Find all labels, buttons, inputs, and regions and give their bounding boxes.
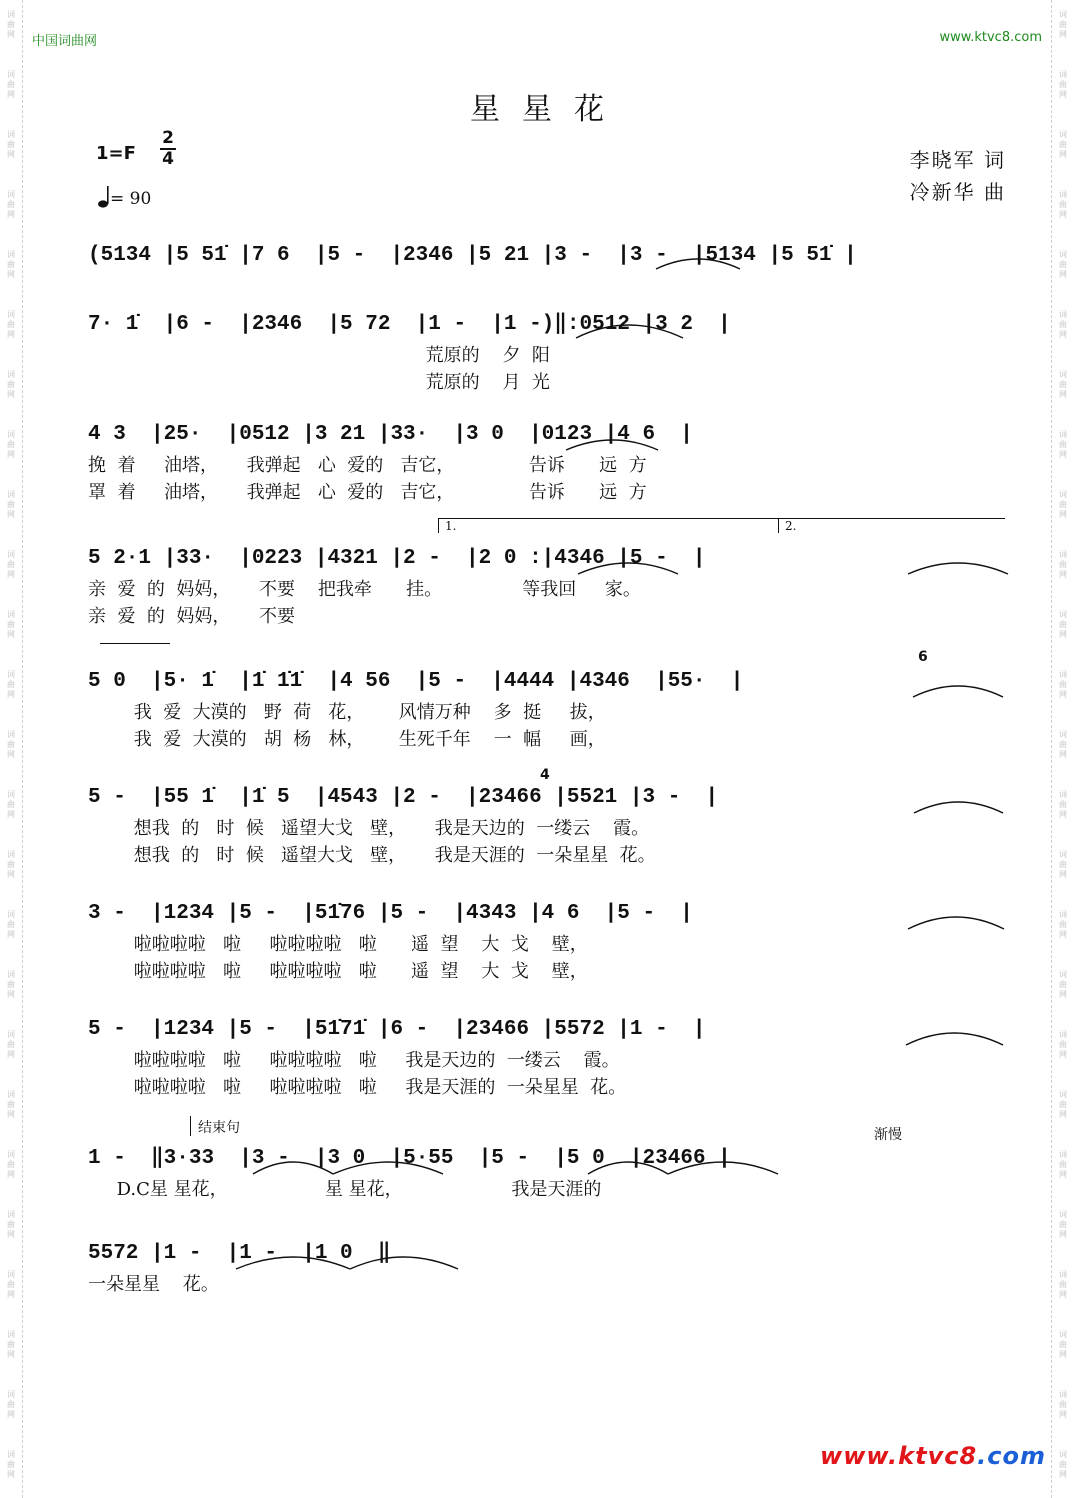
lyrics-verse-1: 荒原的 夕 阳 — [88, 345, 550, 366]
margin-watermark-text: 词 曲 网 — [7, 1030, 15, 1059]
margin-watermark-text: 词 曲 网 — [7, 190, 15, 219]
margin-watermark-text: 词 曲 网 — [1059, 430, 1067, 459]
lyrics-verse-2: 荒原的 月 光 — [88, 372, 550, 393]
notation-row: 4 3 |25· |0512 |3 21 |33· |3 0 |0123 |4 6 | — [88, 423, 693, 446]
margin-watermark-text: 词 曲 网 — [1059, 910, 1067, 939]
lyrics-verse-1: 想我 的 时 候 遥望大戈 壁， 我是天边的 一缕云 霞。 — [88, 818, 650, 839]
lyrics-verse-1: 我 爱 大漠的 野 荷 花， 风情万种 多 挺 拔， — [88, 702, 606, 723]
margin-watermark-text: 词 曲 网 — [1059, 310, 1067, 339]
margin-watermark-text: 词 曲 网 — [7, 550, 15, 579]
lyrics-verse-1: 啦啦啦啦 啦 啦啦啦啦 啦 遥 望 大 戈 壁， — [88, 934, 588, 955]
notation-row: 5 0 |5· 1̇ |1̇ 1̇1̇ |4 56 |5 - |4444 |4346 |55· | — [88, 670, 744, 693]
lyrics-line: 一朵星星 花。 — [88, 1274, 219, 1295]
margin-watermark-text: 词 曲 网 — [7, 970, 15, 999]
notation-row: 3 - |1234 |5 - |51̇76 |5 - |4343 |4 6 |5 - | — [88, 902, 693, 925]
volta-label-1: 1. — [445, 519, 457, 533]
margin-watermark-text: 词 曲 网 — [1059, 1270, 1067, 1299]
margin-watermark-text: 词 曲 网 — [1059, 130, 1067, 159]
margin-watermark-text: 词 曲 网 — [7, 1450, 15, 1479]
margin-watermark-text: 词 曲 网 — [1059, 610, 1067, 639]
lyrics-line: D.C星 星花， 星 星花， 我是天涯的 — [88, 1179, 602, 1200]
composer-credit: 冷新华 曲 — [909, 180, 1006, 204]
margin-watermark-text: 词 曲 网 — [7, 1330, 15, 1359]
right-margin-strip — [1051, 0, 1074, 1498]
margin-watermark-text: 词 曲 网 — [7, 250, 15, 279]
margin-watermark-text: 词 曲 网 — [7, 1090, 15, 1119]
margin-watermark-text: 词 曲 网 — [7, 610, 15, 639]
volta-label-2: 2. — [785, 519, 797, 533]
margin-watermark-text: 词 曲 网 — [1059, 1450, 1067, 1479]
grace-note: 4 — [540, 767, 550, 783]
notation-row: (5134 |5 51̇ |7 6 |5 - |2346 |5 21 |3 - |3 - |5134 |5 51̇ | — [88, 244, 857, 267]
margin-watermark-text: 词 曲 网 — [1059, 370, 1067, 399]
margin-watermark-text: 词 曲 网 — [1059, 970, 1067, 999]
margin-watermark-text: 词 曲 网 — [7, 70, 15, 99]
margin-watermark-text: 词 曲 网 — [1059, 850, 1067, 879]
lyrics-verse-2: 罩 着 油塔， 我弹起 心 爱的 吉它， 告诉 远 方 — [88, 482, 647, 503]
notation-row: 5572 |1 - |1 - |1 0 ‖ — [88, 1242, 391, 1265]
lyrics-verse-2: 啦啦啦啦 啦 啦啦啦啦 啦 遥 望 大 戈 壁， — [88, 961, 588, 982]
margin-watermark-text: 词 曲 网 — [1059, 730, 1067, 759]
margin-watermark-text: 词 曲 网 — [1059, 10, 1067, 39]
site-name-left[interactable]: 中国词曲网 — [32, 34, 98, 49]
margin-watermark-text: 词 曲 网 — [1059, 1150, 1067, 1179]
lyricist-credit: 李晓军 词 — [909, 148, 1006, 172]
grace-note: 6 — [918, 649, 928, 665]
margin-watermark-text: 词 曲 网 — [7, 490, 15, 519]
margin-watermark-text: 词 曲 网 — [7, 910, 15, 939]
margin-watermark-text: 词 曲 网 — [7, 10, 15, 39]
time-signature-top: 2 — [162, 128, 174, 148]
margin-watermark-text: 词 曲 网 — [1059, 190, 1067, 219]
margin-watermark-text: 词 曲 网 — [1059, 790, 1067, 819]
lyrics-verse-2: 我 爱 大漠的 胡 杨 林， 生死千年 一 幅 画， — [88, 729, 606, 750]
margin-watermark-text: 词 曲 网 — [1059, 670, 1067, 699]
tempo-value: = 90 — [110, 189, 152, 209]
notation-row: 5 2·1 |33· |0223 |4321 |2 - |2 0 :|4346 |5 - | — [88, 547, 706, 570]
margin-watermark-text: 词 曲 网 — [1059, 70, 1067, 99]
margin-watermark-text: 词 曲 网 — [1059, 1330, 1067, 1359]
ritardando-label: 渐慢 — [874, 1127, 902, 1143]
margin-watermark-text: 词 曲 网 — [7, 1270, 15, 1299]
notation-row: 7· 1̇ |6 - |2346 |5 72 |1 - |1 -)‖:0512 |3 2 | — [88, 313, 731, 336]
margin-watermark-text: 词 曲 网 — [7, 310, 15, 339]
margin-watermark-text: 词 曲 网 — [1059, 1030, 1067, 1059]
lyrics-verse-2: 亲 爱 的 妈妈， 不要 — [88, 606, 295, 627]
margin-watermark-text: 词 曲 网 — [1059, 490, 1067, 519]
song-title: 星星花 — [470, 92, 626, 127]
site-url-right[interactable]: www.ktvc8.com — [939, 30, 1042, 45]
ending-label: 结束句 — [198, 1120, 240, 1136]
time-signature-bottom: 4 — [160, 148, 176, 169]
site-watermark-logo — [820, 1442, 1046, 1470]
margin-watermark-text: 词 曲 网 — [7, 1390, 15, 1419]
margin-watermark-text: 词 曲 网 — [7, 850, 15, 879]
notation-row: 5 - |1234 |5 - |51̇71̇ |6 - |23466 |5572 |1 - | — [88, 1018, 706, 1041]
margin-watermark-text: 词 曲 网 — [1059, 1090, 1067, 1119]
margin-watermark-text: 词 曲 网 — [7, 790, 15, 819]
lyrics-verse-1: 亲 爱 的 妈妈， 不要 把我牵 挂。 等我回 家。 — [88, 579, 641, 600]
lyrics-verse-1: 挽 着 油塔， 我弹起 心 爱的 吉它， 告诉 远 方 — [88, 455, 647, 476]
watermark-part-1: www. — [820, 1442, 899, 1470]
lyrics-verse-2: 啦啦啦啦 啦 啦啦啦啦 啦 我是天涯的 一朵星星 花。 — [88, 1077, 627, 1098]
margin-watermark-text: 词 曲 网 — [7, 370, 15, 399]
margin-watermark-text: 词 曲 网 — [1059, 1210, 1067, 1239]
left-margin-strip — [0, 0, 23, 1498]
watermark-part-3: .com — [977, 1442, 1046, 1470]
lyrics-verse-2: 想我 的 时 候 遥望大戈 壁， 我是天涯的 一朵星星 花。 — [88, 845, 656, 866]
time-signature — [160, 129, 176, 169]
margin-watermark-text: 词 曲 网 — [7, 670, 15, 699]
key-signature: 1=F — [96, 143, 136, 164]
margin-watermark-text: 词 曲 网 — [7, 1150, 15, 1179]
margin-watermark-text: 词 曲 网 — [1059, 550, 1067, 579]
margin-watermark-text: 词 曲 网 — [7, 130, 15, 159]
margin-watermark-text: 词 曲 网 — [7, 430, 15, 459]
margin-watermark-text: 词 曲 网 — [1059, 1390, 1067, 1419]
notation-row: 1 - ‖3·33 |3 - |3 0 |5·55 |5 - |5 0 |23466 | — [88, 1147, 731, 1170]
watermark-part-2: ktvc8 — [898, 1442, 978, 1470]
margin-watermark-text: 词 曲 网 — [7, 730, 15, 759]
notation-row: 5 - |55 1̇ |1̇ 5 |4543 |2 - |23466 |5521 |3 - | — [88, 786, 719, 809]
lyrics-verse-1: 啦啦啦啦 啦 啦啦啦啦 啦 我是天边的 一缕云 霞。 — [88, 1050, 620, 1071]
margin-watermark-text: 词 曲 网 — [1059, 250, 1067, 279]
margin-watermark-text: 词 曲 网 — [7, 1210, 15, 1239]
